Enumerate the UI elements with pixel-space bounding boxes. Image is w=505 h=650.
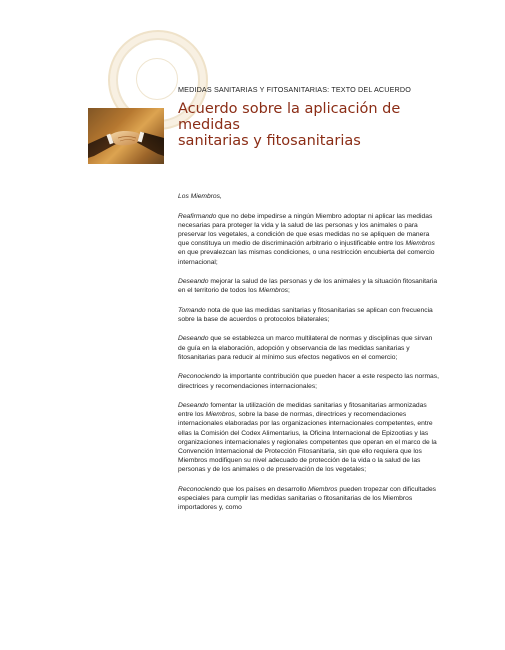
paragraph bbox=[178, 306, 440, 324]
paragraph-lead: Tomando bbox=[178, 306, 206, 314]
paragraph-text: que no debe impedirse a ningún Miembro adoptar ni aplicar las medidas necesarias para proteger la vida y la salud de las personas y los animales o para preservar los vegetales, a condición de que esas medidas no se apliquen de manera que constituya un medio de discriminación arbitrario o injustificable entre los bbox=[178, 212, 433, 248]
handshake-icon bbox=[88, 108, 164, 164]
paragraph-lead: Reafirmando bbox=[178, 212, 217, 220]
document-title bbox=[178, 101, 458, 149]
members-text: Los Miembros, bbox=[178, 193, 222, 200]
paragraph-lead: Deseando bbox=[178, 402, 209, 410]
paragraph-lead: Reconociendo bbox=[178, 373, 221, 381]
paragraph-italic: Miembros bbox=[205, 411, 235, 419]
paragraph-text: que se establezca un marco multilateral de normas y disciplinas que sirvan de guía en la elaboración, adopción y observancia de las medidas sanitarias y fitosanitarias para reducir al mínimo sus efectos negativos en el comercio; bbox=[178, 335, 433, 361]
title-line-1: Acuerdo sobre la aplicación de bbox=[178, 101, 401, 117]
paragraph bbox=[178, 372, 440, 390]
paragraph-italic: Miembros bbox=[308, 485, 338, 493]
paragraph bbox=[178, 334, 440, 362]
paragraph bbox=[178, 485, 440, 513]
paragraph-lead: Deseando bbox=[178, 278, 209, 286]
paragraph-text-2: en que prevalezcan las mismas condiciones, o una restricción encubierta del comercio internacional; bbox=[178, 249, 435, 266]
paragraph-text: que los países en desarrollo bbox=[220, 485, 309, 493]
paragraph-text-2: ; bbox=[288, 287, 290, 295]
title-line-3: sanitarias y fitosanitarias bbox=[178, 133, 361, 149]
paragraph-lead: Deseando bbox=[178, 335, 209, 343]
paragraph bbox=[178, 401, 440, 475]
paragraph-text: la importante contribución que pueden hacer a este respecto las normas, directrices y recomendaciones internacionales; bbox=[178, 373, 439, 390]
paragraph-text: fomentar la utilización de medidas sanitarias y fitosanitarias armonizadas entre los bbox=[178, 402, 427, 419]
handshake-photo bbox=[88, 108, 164, 164]
members-line bbox=[178, 192, 440, 201]
paragraph-italic: Miembros bbox=[405, 240, 435, 248]
paragraph-text: mejorar la salud de las personas y de los animales y la situación fitosanitaria en el territorio de todos los bbox=[178, 278, 438, 295]
paragraph-lead: Reconociendo bbox=[178, 485, 221, 493]
paragraph-text-2: , sobre la base de normas, directrices y recomendaciones internacionales elaboradas por las organizaciones internacionales competentes, entre ellas la Comisión del Codex Alimentarius, la Oficina Internacional de Epizootias y las organizaciones internacionales y regionales competentes que operan en el marco de la Convención Internacional de Protección Fitosanitaria, sin que ello requiera que los Miembros modifiquen su nivel adecuado de protección de la vida o la salud de las personas y de los animales o de preservación de los vegetales; bbox=[178, 411, 437, 474]
paragraph bbox=[178, 277, 440, 295]
paragraph-italic: Miembros bbox=[258, 287, 289, 295]
document-body bbox=[178, 192, 440, 523]
section-header-label: MEDIDAS SANITARIAS Y FITOSANITARIAS: TEXTO DEL ACUERDO bbox=[178, 85, 411, 94]
title-line-2: medidas bbox=[178, 117, 240, 133]
paragraph-text-2: pueden tropezar con dificultades especiales para cumplir las medidas sanitarias o fitosanitarias de los Miembros importadores y, como bbox=[178, 485, 437, 512]
paragraph bbox=[178, 212, 440, 267]
paragraph-text: nota de que las medidas sanitarias y fitosanitarias se aplican con frecuencia sobre la base de acuerdos o protocolos bilaterales; bbox=[178, 306, 433, 323]
